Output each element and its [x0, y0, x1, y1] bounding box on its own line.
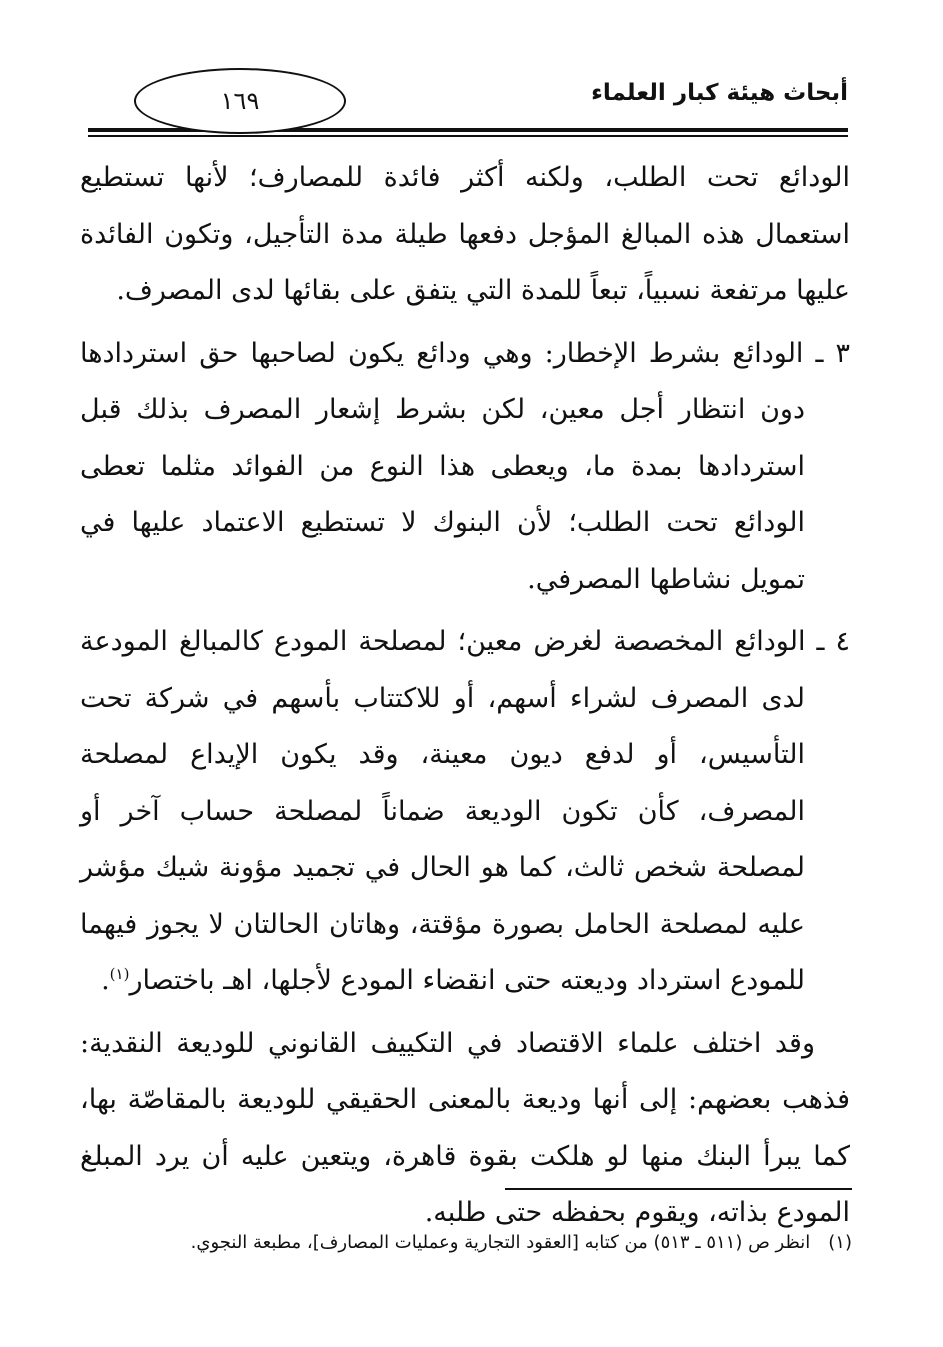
- footnote-divider: [505, 1188, 852, 1190]
- footnote: [100, 1228, 852, 1258]
- paragraph-item-4: [80, 614, 850, 1010]
- paragraph-item-4-text: ٤ ـ الودائع المخصصة لغرض معين؛ لمصلحة المودع كالمبالغ المودعة لدى المصرف لشراء أسهم، أو للاكتتاب بأسهم في شركة تحت التأسيس، أو لدفع ديون معينة، وقد يكون الإيداع لمصلحة المصرف، كأن تكون الوديعة ضماناً لمصلحة حساب آخر أو لمصلحة شخص ثالث، كما هو الحال في تجميد مؤونة شيك مؤشر عليه لمصلحة الحامل بصورة مؤقتة، وهاتان الحالتان لا يجوز فيهما للمودع استرداد وديعته حتى انقضاء المودع لأجلها، اهـ باختصار: [80, 626, 850, 996]
- paragraph-1: الودائع تحت الطلب، ولكنه أكثر فائدة للمصارف؛ لأنها تستطيع استعمال هذه المبالغ المؤجل دفعها طيلة مدة التأجيل، وتكون الفائدة عليها مرتفعة نسبياً، تبعاً للمدة التي يتفق على بقائها لدى المصرف.: [80, 162, 850, 306]
- running-title: أبحاث هيئة كبار العلماء: [591, 80, 848, 106]
- main-text: [80, 150, 850, 1242]
- header-rule-thin: [88, 135, 848, 137]
- paragraph-item-4-end: .: [101, 965, 110, 996]
- paragraph-4: وقد اختلف علماء الاقتصاد في التكييف القانوني للوديعة النقدية: فذهب بعضهم: إلى أنها وديعة بالمعنى الحقيقي للوديعة بالمقاصّة بها، كما يبرأ البنك منها لو هلكت بقوة قاهرة، ويتعين عليه أن يرد المبلغ المودع بذاته، ويقوم بحفظه حتى طلبه.: [80, 1027, 850, 1228]
- footnote-text: انظر ص (٥١١ ـ ٥١٣) من كتابه [العقود التجارية وعمليات المصارف]، مطبعة النجوي.: [190, 1232, 811, 1253]
- footnote-marker: (١): [828, 1232, 852, 1253]
- footnote-reference[interactable]: (١): [109, 965, 130, 983]
- paragraph-item-3: ٣ ـ الودائع بشرط الإخطار: وهي ودائع يكون لصاحبها حق استردادها دون انتظار أجل معين، لكن بشرط إشعار المصرف بذلك قبل استردادها بمدة ما، ويعطى هذا النوع من الفوائد مثلما تعطى الودائع تحت الطلب؛ لأن البنوك لا تستطيع الاعتماد عليها في تمويل نشاطها المصرفي.: [80, 337, 850, 595]
- page-number: ١٦٩: [134, 68, 346, 134]
- page-header: [88, 70, 848, 140]
